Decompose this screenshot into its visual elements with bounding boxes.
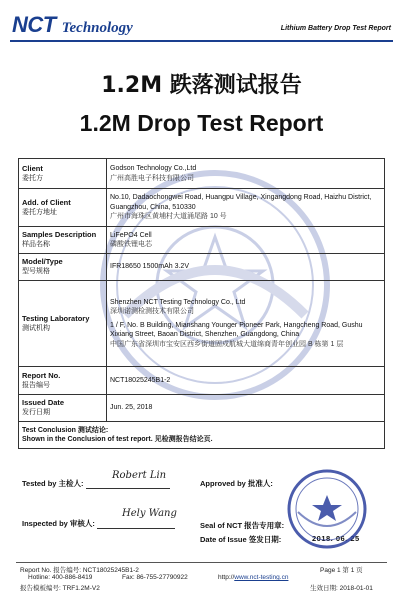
- footer-url-row: [218, 574, 288, 581]
- footer-hotline: Hotline: 400-886-8419: [28, 574, 93, 581]
- lab-name-cn: 深圳诺测检测技术有限公司: [110, 308, 194, 316]
- samples-value-cn: 磷酸铁锂电芯: [110, 241, 152, 248]
- issued-date-label: Issued Date: [22, 398, 65, 408]
- footer-url-prefix: http://: [218, 574, 235, 581]
- report-header: [10, 8, 393, 42]
- model-value: IFR18650 1500mAh 3.2V: [110, 263, 189, 271]
- address-label-cn: 委托方地址: [22, 208, 57, 216]
- model-label: Model/Type: [22, 257, 63, 267]
- header-report-type: Lithium Battery Drop Test Report: [280, 25, 391, 32]
- row-client-address: [19, 189, 385, 227]
- footer-fax: Fax: 86-755-27790922: [122, 574, 188, 581]
- row-report-no: [19, 367, 385, 395]
- report-no-value: NCT18025245B1-2: [110, 376, 171, 384]
- footer-report-no: Report No. 报告编号: NCT18025245B1-2: [20, 567, 139, 574]
- page-title-en: 1.2M Drop Test Report: [79, 110, 324, 136]
- seal-label: Seal of NCT 报告专用章:: [200, 521, 285, 530]
- row-testing-lab: [19, 281, 385, 367]
- row-model: [19, 254, 385, 281]
- client-label-cn: 委托方: [22, 174, 43, 182]
- company-seal-icon: [286, 468, 368, 550]
- samples-value: LiFePO4 Cell: [110, 231, 152, 239]
- client-value: Godson Technology Co.,Ltd: [110, 165, 197, 173]
- address-value-cn: 广州市海珠区黄埔村大道涌尾路 10 号: [110, 213, 227, 221]
- footer-template: 报告模板编号: TRF1.2M-V2: [20, 585, 100, 592]
- lab-label: Testing Laboratory: [22, 313, 90, 323]
- row-client: [19, 159, 385, 189]
- inspected-by-line: [97, 519, 175, 529]
- lab-address-cn: 中国广东省深圳市宝安区西乡街道固戍航城大道绵商青年创业园 B 栋第 1 层: [110, 340, 344, 348]
- inspected-by-row: [22, 518, 175, 529]
- issued-date-label-cn: 发行日期: [22, 409, 50, 417]
- seal-row: [200, 520, 284, 531]
- row-samples: [19, 227, 385, 254]
- lab-address: 1 / F, No. B Building, Mianshang Younger Pioneer Park, Hangcheng Road, Gushu Xixiang Street, Baoan District, Shenzhen, Guangdong, China: [110, 321, 363, 339]
- model-label-cn: 型号规格: [22, 268, 50, 276]
- samples-label-cn: 样品名称: [22, 241, 50, 249]
- issued-date-value: Jun. 25, 2018: [110, 404, 153, 412]
- footer-effective-date: 生效日期: 2018-01-01: [310, 585, 373, 592]
- conclusion-text: Shown in the Conclusion of test report. 见检测报告结论页.: [22, 436, 213, 443]
- lab-name: Shenzhen NCT Testing Technology Co., Ltd: [110, 298, 246, 306]
- tested-by-signature: Robert Lin: [112, 470, 167, 481]
- logo-mark: NCT: [12, 12, 56, 37]
- inspected-by-signature: Hely Wang: [122, 508, 177, 519]
- address-value: No.10, Dadaochongwei Road, Huangpu Village, Xingangdong Road, Haizhu District, Guangzhou, China, 510330: [110, 194, 372, 211]
- address-label: Add. of Client: [22, 197, 71, 207]
- logo-word: Technology: [61, 20, 133, 36]
- row-issued-date: [19, 395, 385, 422]
- row-conclusion: [19, 422, 385, 449]
- footer-url-link[interactable]: www.nct-testing.cn: [234, 574, 289, 581]
- conclusion-heading: Test Conclusion 测试结论:: [22, 426, 109, 434]
- issue-date-row: [200, 534, 281, 545]
- issue-date-label: Date of Issue 签发日期:: [200, 535, 282, 544]
- inspected-by-label: Inspected by 审核人:: [22, 519, 95, 528]
- footer-divider: [16, 562, 387, 563]
- report-info-table: [18, 158, 385, 449]
- issue-date-value: 2018. 06. 25: [312, 534, 360, 543]
- lab-label-cn: 测试机构: [22, 324, 50, 332]
- client-value-cn: 广州高胜电子科技有限公司: [110, 174, 194, 182]
- nct-logo: [12, 12, 133, 36]
- approved-by-row: [200, 478, 273, 489]
- report-no-label-cn: 报告编号: [22, 381, 50, 389]
- page-title-cn: 1.2M 跌落测试报告: [101, 73, 302, 98]
- report-no-label: Report No.: [22, 370, 61, 380]
- samples-label: Samples Description: [22, 230, 97, 240]
- client-label: Client: [22, 163, 43, 173]
- footer-page: Page 1 第 1 页: [320, 567, 363, 574]
- approved-by-label: Approved by 批准人:: [200, 479, 273, 488]
- tested-by-label: Tested by 主检人:: [22, 479, 84, 488]
